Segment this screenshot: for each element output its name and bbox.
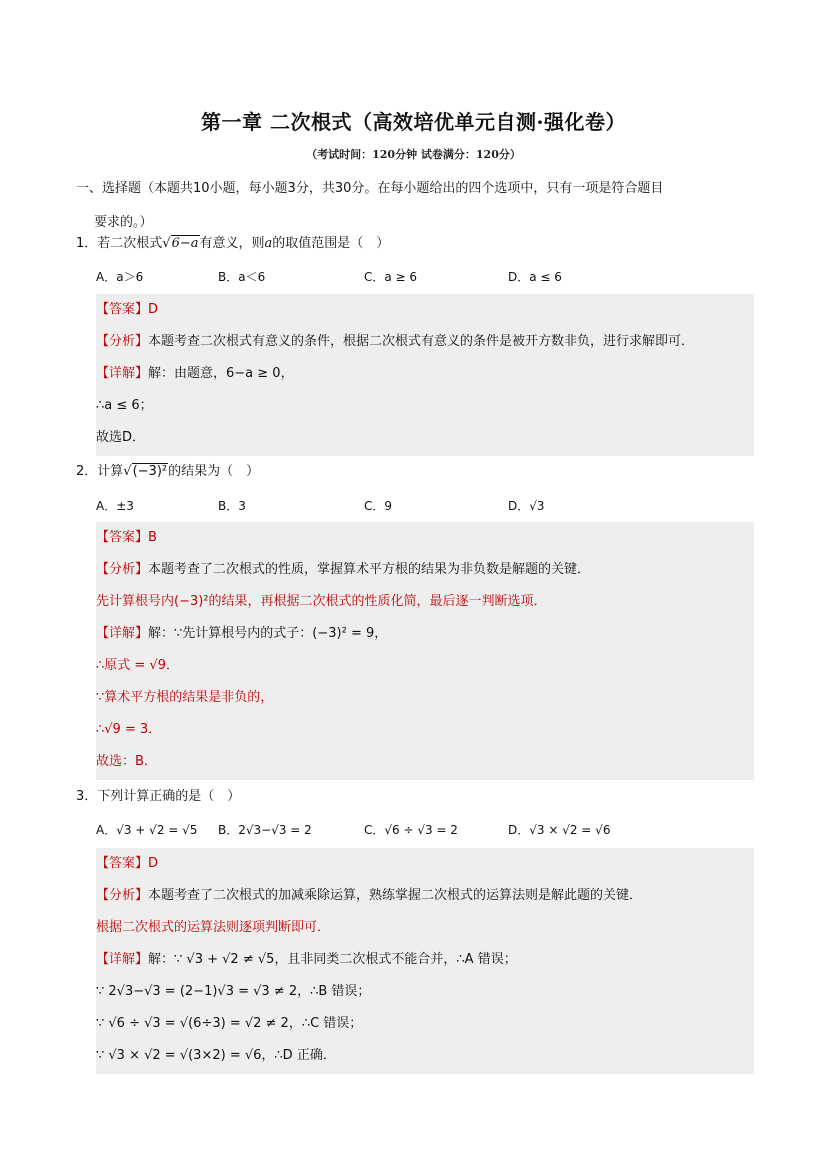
- detail-line: 【详解】解：∵先计算根号内的式子：(−3)² = 9，: [96, 626, 388, 641]
- detail-step: ∵算术平方根的结果是非负的，: [96, 690, 274, 705]
- option-a: A．±3: [96, 499, 134, 513]
- detail-conclusion: 故选：B．: [96, 754, 157, 769]
- option-d: D．√3: [508, 499, 545, 513]
- section-heading: [76, 172, 756, 240]
- question-2-stem: 2．计算√(−3)²的结果为（ ）: [76, 464, 260, 479]
- detail-step: ∴√9 = 3．: [96, 722, 162, 737]
- option-c: C．9: [364, 499, 393, 513]
- question-3-solution: [96, 848, 754, 1074]
- detail-conclusion: 故选D．: [96, 430, 146, 445]
- exam-info: （考试时间：120分钟 试卷满分：120分）: [306, 148, 521, 161]
- question-2-options: [96, 494, 736, 518]
- section-instructions-line1: 一、选择题（本题共10小题，每小题3分，共30分。在每小题给出的四个选项中，只有一项是符合题目: [76, 181, 664, 196]
- detail-step: ∵ √6 ÷ √3 = √(6÷3) = √2 ≠ 2，∴C 错误；: [96, 1016, 363, 1031]
- analysis-line-2: 先计算根号内(−3)²的结果，再根据二次根式的性质化简，最后逐一判断选项．: [96, 594, 547, 609]
- page-title: 第一章 二次根式（高效培优单元自测·强化卷）: [201, 110, 626, 134]
- radicand: 6−a: [171, 236, 199, 251]
- question-number: 1．: [76, 236, 98, 251]
- question-3-options: [96, 818, 736, 842]
- question-2-solution: [96, 522, 754, 780]
- option-a: A．√3 + √2 = √5: [96, 823, 198, 837]
- option-a: A．a＞6: [96, 270, 144, 284]
- question-number: 3．: [76, 789, 98, 804]
- radical-sign: √: [162, 236, 171, 251]
- detail-step: ∵ 2√3−√3 = (2−1)√3 = √3 ≠ 2，∴B 错误；: [96, 984, 371, 999]
- detail-step: ∴a ≤ 6；: [96, 398, 153, 413]
- answer-line: 【答案】B: [96, 530, 157, 545]
- option-c: C．a ≥ 6: [364, 270, 418, 284]
- option-d: D．√3 × √2 = √6: [508, 823, 611, 837]
- radicand: (−3)²: [132, 464, 168, 479]
- detail-step: ∴原式 = √9．: [96, 658, 179, 673]
- detail-line: 【详解】解：∵ √3 + √2 ≠ √5，且非同类二次根式不能合并，∴A 错误；: [96, 952, 517, 967]
- answer-line: 【答案】D: [96, 856, 159, 871]
- radical-sign: √: [123, 464, 132, 479]
- section-instructions-line2: 要求的。）: [94, 215, 153, 230]
- analysis-line-2: 根据二次根式的运算法则逐项判断即可．: [96, 920, 331, 935]
- analysis-line: 【分析】本题考查了二次根式的加减乘除运算，熟练掌握二次根式的运算法则是解此题的关键．: [96, 888, 643, 903]
- variable: a: [264, 236, 273, 251]
- detail-conclusion: ∵ √3 × √2 = √(3×2) = √6，∴D 正确．: [96, 1048, 336, 1063]
- option-b: B．2√3−√3 = 2: [218, 823, 312, 837]
- question-1-options: [96, 265, 736, 289]
- option-b: B．3: [218, 499, 246, 513]
- option-b: B．a＜6: [218, 270, 266, 284]
- option-d: D．a ≤ 6: [508, 270, 562, 284]
- option-c: C．√6 ÷ √3 = 2: [364, 823, 458, 837]
- answer-line: 【答案】D: [96, 302, 159, 317]
- analysis-line: 【分析】本题考查二次根式有意义的条件，根据二次根式有意义的条件是被开方数非负，进行求解即可．: [96, 334, 695, 349]
- question-number: 2．: [76, 464, 98, 479]
- analysis-line: 【分析】本题考查了二次根式的性质，掌握算术平方根的结果为非负数是解题的关键．: [96, 562, 591, 577]
- question-1-solution: [96, 294, 754, 456]
- question-3-stem: 3．下列计算正确的是（ ）: [76, 789, 241, 804]
- detail-line: 【详解】解：由题意，6−a ≥ 0，: [96, 366, 294, 381]
- question-1-stem: 1．若二次根式√6−a有意义，则a的取值范围是（ ）: [76, 236, 390, 251]
